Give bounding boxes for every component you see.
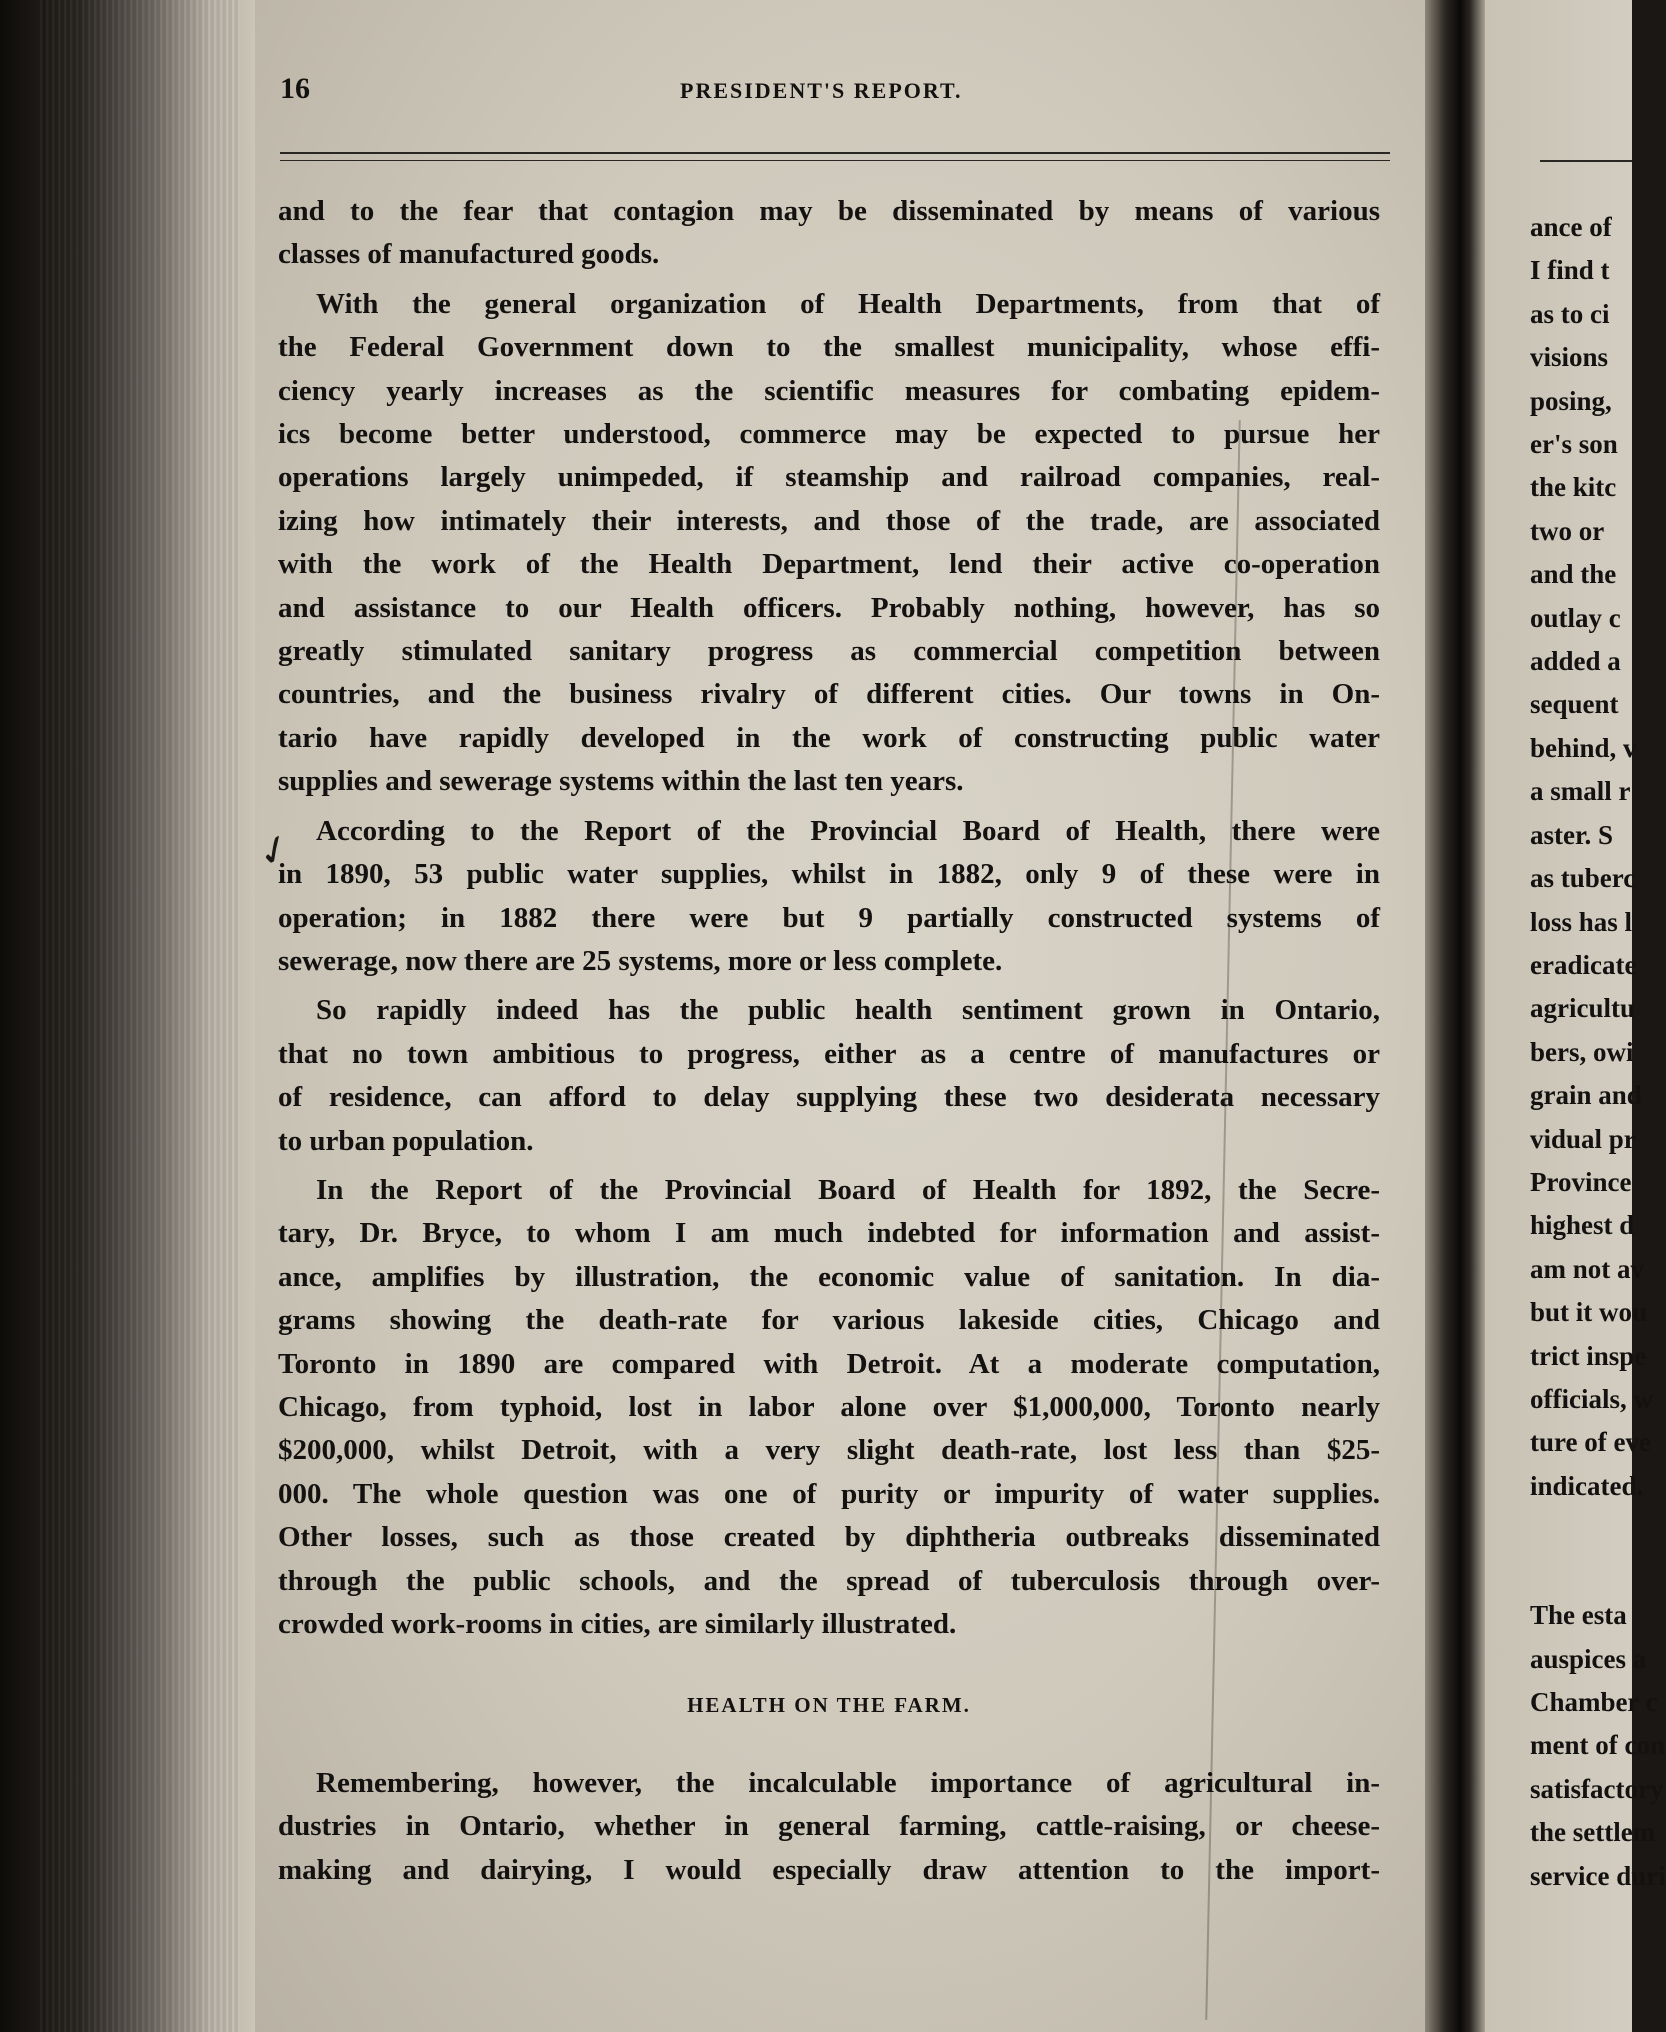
facing-text-line: but it wou — [1530, 1297, 1648, 1328]
text-line: the Federal Government down to the smallest municipality, whose effi- — [278, 331, 1380, 364]
facing-text-line: Chamber c — [1530, 1687, 1658, 1717]
page-number: 16 — [280, 72, 310, 105]
facing-text-line: aster. S — [1530, 819, 1614, 850]
facing-text-line: visions — [1530, 342, 1609, 373]
text-line: izing how intimately their interests, and those of the trade, are associated — [278, 504, 1380, 537]
facing-text-line: added a — [1530, 646, 1621, 677]
text-line: that no town ambitious to progress, either as a centre of manufactures or — [278, 1037, 1380, 1070]
page-gutter — [1425, 0, 1485, 2032]
text-line: dustries in Ontario, whether in general farming, cattle-raising, or cheese- — [278, 1810, 1380, 1843]
text-line: So rapidly indeed has the public health sentiment grown in Ontario, — [316, 994, 1380, 1027]
text-line: In the Report of the Provincial Board of Health for 1892, the Secre- — [316, 1173, 1380, 1206]
text-line: classes of manufactured goods. — [278, 238, 660, 271]
text-line: to urban population. — [278, 1124, 534, 1157]
facing-text-line: two or — [1530, 515, 1605, 546]
text-line: crowded work-rooms in cities, are similarly illustrated. — [278, 1608, 957, 1640]
page-header — [280, 72, 1380, 112]
facing-text-gap — [1530, 1508, 1666, 1594]
paragraph — [278, 810, 1380, 984]
text-line: Chicago, from typhoid, lost in labor alone over $1,000,000, Toronto nearly — [278, 1390, 1380, 1423]
header-rule — [280, 152, 1390, 154]
facing-text-line: agricultu — [1530, 993, 1635, 1024]
text-line: tary, Dr. Bryce, to whom I am much indebted for information and assist- — [278, 1217, 1380, 1250]
paragraph — [278, 1169, 1380, 1646]
text-line: ics become better understood, commerce may be expected to pursue her — [278, 418, 1380, 451]
paragraph — [278, 1762, 1380, 1892]
facing-text-line: satisfactory — [1530, 1773, 1664, 1804]
text-line: of residence, can afford to delay supplying these two desiderata necessary — [278, 1081, 1380, 1114]
facing-page-rule — [1540, 160, 1632, 162]
text-line: countries, and the business rivalry of different cities. Our towns in On- — [278, 678, 1380, 711]
facing-text-line: eradicate — [1530, 949, 1637, 980]
facing-text-line: bers, owi — [1530, 1036, 1634, 1067]
facing-text-line: ance of — [1530, 212, 1612, 242]
text-line: 000. The whole question was one of purity or impurity of water supplies. — [278, 1477, 1380, 1510]
facing-text-line: highest d — [1530, 1210, 1635, 1241]
text-line: With the general organization of Health Departments, from that of — [316, 287, 1380, 320]
facing-text-line: loss has l — [1530, 906, 1633, 937]
text-line: making and dairying, I would especially draw attention to the import- — [278, 1853, 1380, 1886]
facing-text-line: posing, — [1530, 385, 1612, 416]
text-line: Remembering, however, the incalculable importance of agricultural in- — [316, 1766, 1380, 1799]
facing-text-line: ment of con — [1530, 1730, 1665, 1761]
running-head: PRESIDENT'S REPORT. — [680, 78, 963, 103]
text-line: operation; in 1882 there were but 9 partially constructed systems of — [278, 901, 1380, 934]
facing-text-line: officials, w — [1530, 1383, 1653, 1414]
facing-page-text — [1530, 206, 1666, 1898]
text-line: supplies and sewerage systems within the last ten years. — [278, 765, 964, 798]
text-line: grams showing the death-rate for various lakeside cities, Chicago and — [278, 1304, 1380, 1337]
facing-text-line: er's son — [1530, 429, 1618, 460]
text-line: ciency yearly increases as the scientific measures for combating epidem- — [278, 374, 1380, 407]
facing-text-line: as tuberc — [1530, 863, 1636, 894]
text-line: According to the Report of the Provincial Board of Health, there were — [316, 814, 1380, 847]
facing-text-line: The esta — [1530, 1600, 1627, 1631]
facing-text-line: outlay c — [1530, 602, 1621, 633]
facing-text-line: the kitc — [1530, 472, 1617, 503]
section-heading: HEALTH ON THE FARM. — [687, 1693, 971, 1718]
facing-text-line: service duri — [1530, 1860, 1666, 1891]
facing-text-line: grain and — [1530, 1080, 1642, 1111]
text-line: and to the fear that contagion may be disseminated by means of various — [278, 195, 1380, 227]
margin-pen-mark: ✓ — [249, 823, 300, 879]
facing-text-line: ture of eve — [1530, 1427, 1651, 1458]
text-line: Toronto in 1890 are compared with Detroit. At a moderate computation, — [278, 1347, 1380, 1380]
facing-text-line: I find t — [1530, 255, 1610, 286]
text-line: operations largely unimpeded, if steamship and railroad companies, real- — [278, 461, 1380, 494]
facing-text-line: Province — [1530, 1166, 1632, 1197]
facing-text-line: indicated. — [1530, 1470, 1644, 1501]
paragraph — [278, 283, 1380, 804]
text-line: in 1890, 53 public water supplies, whilst in 1882, only 9 of these were in — [278, 858, 1380, 891]
facing-text-line: as to ci — [1530, 298, 1610, 329]
text-line: sewerage, now there are 25 systems, more or less complete. — [278, 944, 1003, 977]
facing-text-line: vidual pr — [1530, 1123, 1636, 1154]
paragraph — [278, 989, 1380, 1163]
book-binding-edge — [40, 0, 240, 2032]
facing-text-line: behind, v — [1530, 732, 1637, 763]
facing-text-line: a small r — [1530, 776, 1631, 807]
facing-text-line: auspices a — [1530, 1643, 1647, 1674]
facing-text-line: trict inspe — [1530, 1340, 1647, 1371]
text-line: and assistance to our Health officers. Probably nothing, however, has so — [278, 591, 1380, 624]
body-text — [278, 190, 1380, 1898]
facing-text-line: sequent — [1530, 689, 1619, 720]
facing-text-line: the settlem — [1530, 1817, 1656, 1848]
text-line: $200,000, whilst Detroit, with a very slight death-rate, lost less than $25- — [278, 1434, 1380, 1467]
text-line: through the public schools, and the spread of tuberculosis through over- — [278, 1564, 1380, 1597]
text-line: with the work of the Health Department, lend their active co-operation — [278, 548, 1380, 581]
header-rule-thin — [280, 160, 1390, 161]
text-line: Other losses, such as those created by diphtheria outbreaks disseminated — [278, 1521, 1380, 1554]
text-line: greatly stimulated sanitary progress as commercial competition between — [278, 635, 1380, 668]
paragraph — [278, 190, 1380, 277]
text-line: ance, amplifies by illustration, the economic value of sanitation. In dia- — [278, 1260, 1380, 1293]
facing-text-line: am not av — [1530, 1253, 1644, 1284]
text-line: tario have rapidly developed in the work of constructing public water — [278, 721, 1380, 754]
facing-text-line: and the — [1530, 559, 1617, 590]
